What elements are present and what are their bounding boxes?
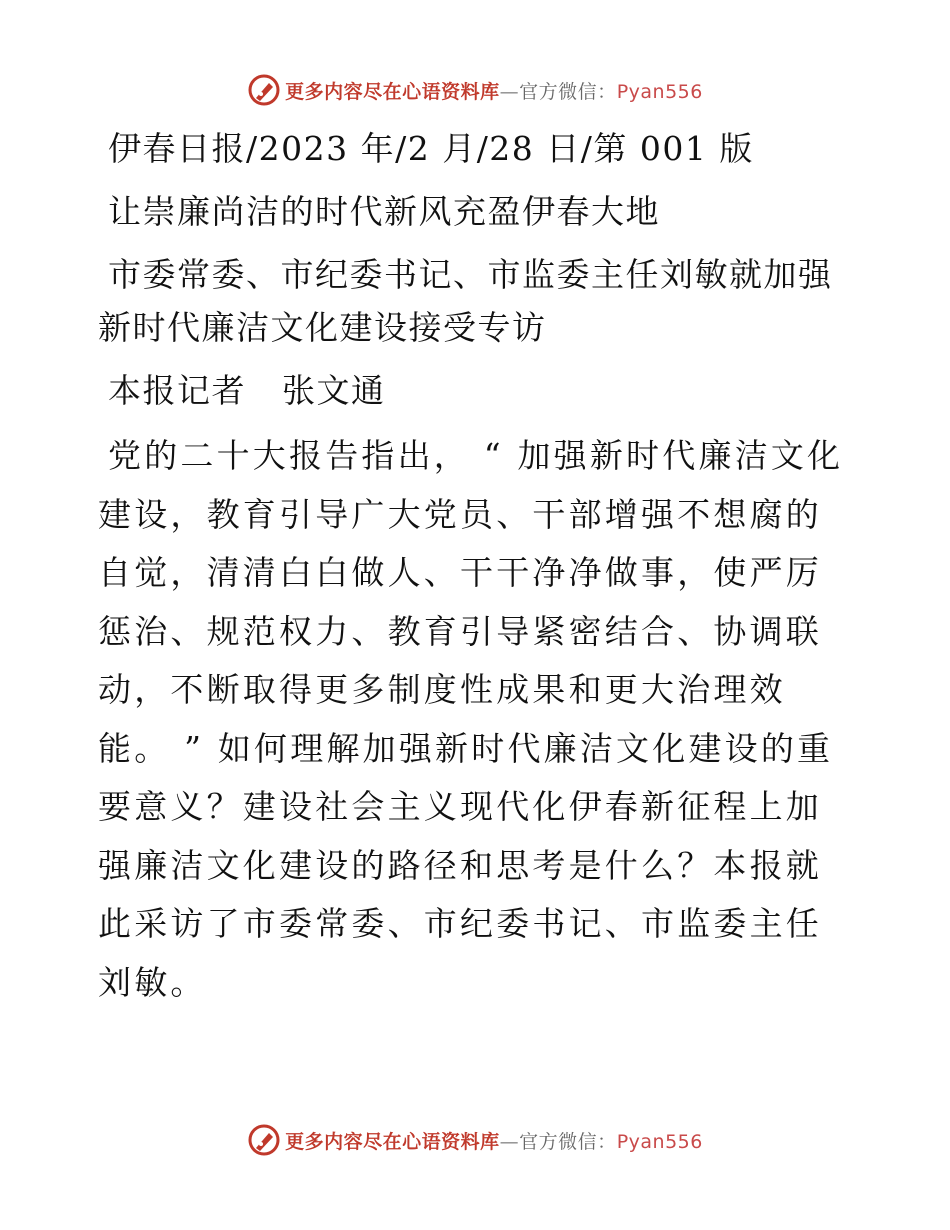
watermark-label: 官方微信： bbox=[519, 80, 617, 103]
byline: 本报记者 张文通 bbox=[108, 371, 386, 410]
pen-logo-icon bbox=[247, 1123, 281, 1157]
headline: 让崇廉尚洁的时代新风充盈伊春大地 bbox=[108, 192, 660, 231]
watermark-footer bbox=[0, 1120, 950, 1160]
watermark-site: 更多内容尽在心语资料库 bbox=[285, 80, 500, 103]
article-content bbox=[98, 122, 858, 1012]
watermark-id: Pyan556 bbox=[616, 80, 703, 103]
watermark-site: 更多内容尽在心语资料库 bbox=[285, 1130, 500, 1153]
watermark-dash: — bbox=[499, 1130, 520, 1153]
dateline: 伊春日报/2023 年/2 月/28 日/第 001 版 bbox=[108, 129, 754, 168]
pen-logo-icon bbox=[247, 73, 281, 107]
watermark-text bbox=[285, 1127, 703, 1154]
watermark-text bbox=[285, 77, 703, 104]
watermark-dash: — bbox=[499, 80, 520, 103]
watermark-id: Pyan556 bbox=[616, 1130, 703, 1153]
watermark-header bbox=[0, 70, 950, 110]
subheadline: 市委常委、市纪委书记、市监委主任刘敏就加强新时代廉洁文化建设接受专访 bbox=[98, 255, 833, 347]
body-paragraph: 党的二十大报告指出， “ 加强新时代廉洁文化建设，教育引导广大党员、干部增强不想腐的自觉，清清白白做人、干干净净做事，使严厉惩治、规范权力、教育引导紧密结合、协调联动，不断取得更多制度性成果和更大治理效能。 ” 如何理解加强新时代廉洁文化建设的重要意义？建设社会主义现代化伊春新征程上加强廉洁文化建设的路径和思考是什么？本报就此采访了市委常委、市纪委书记、市监委主任刘敏。 bbox=[98, 436, 844, 1002]
watermark-label: 官方微信： bbox=[519, 1130, 617, 1153]
